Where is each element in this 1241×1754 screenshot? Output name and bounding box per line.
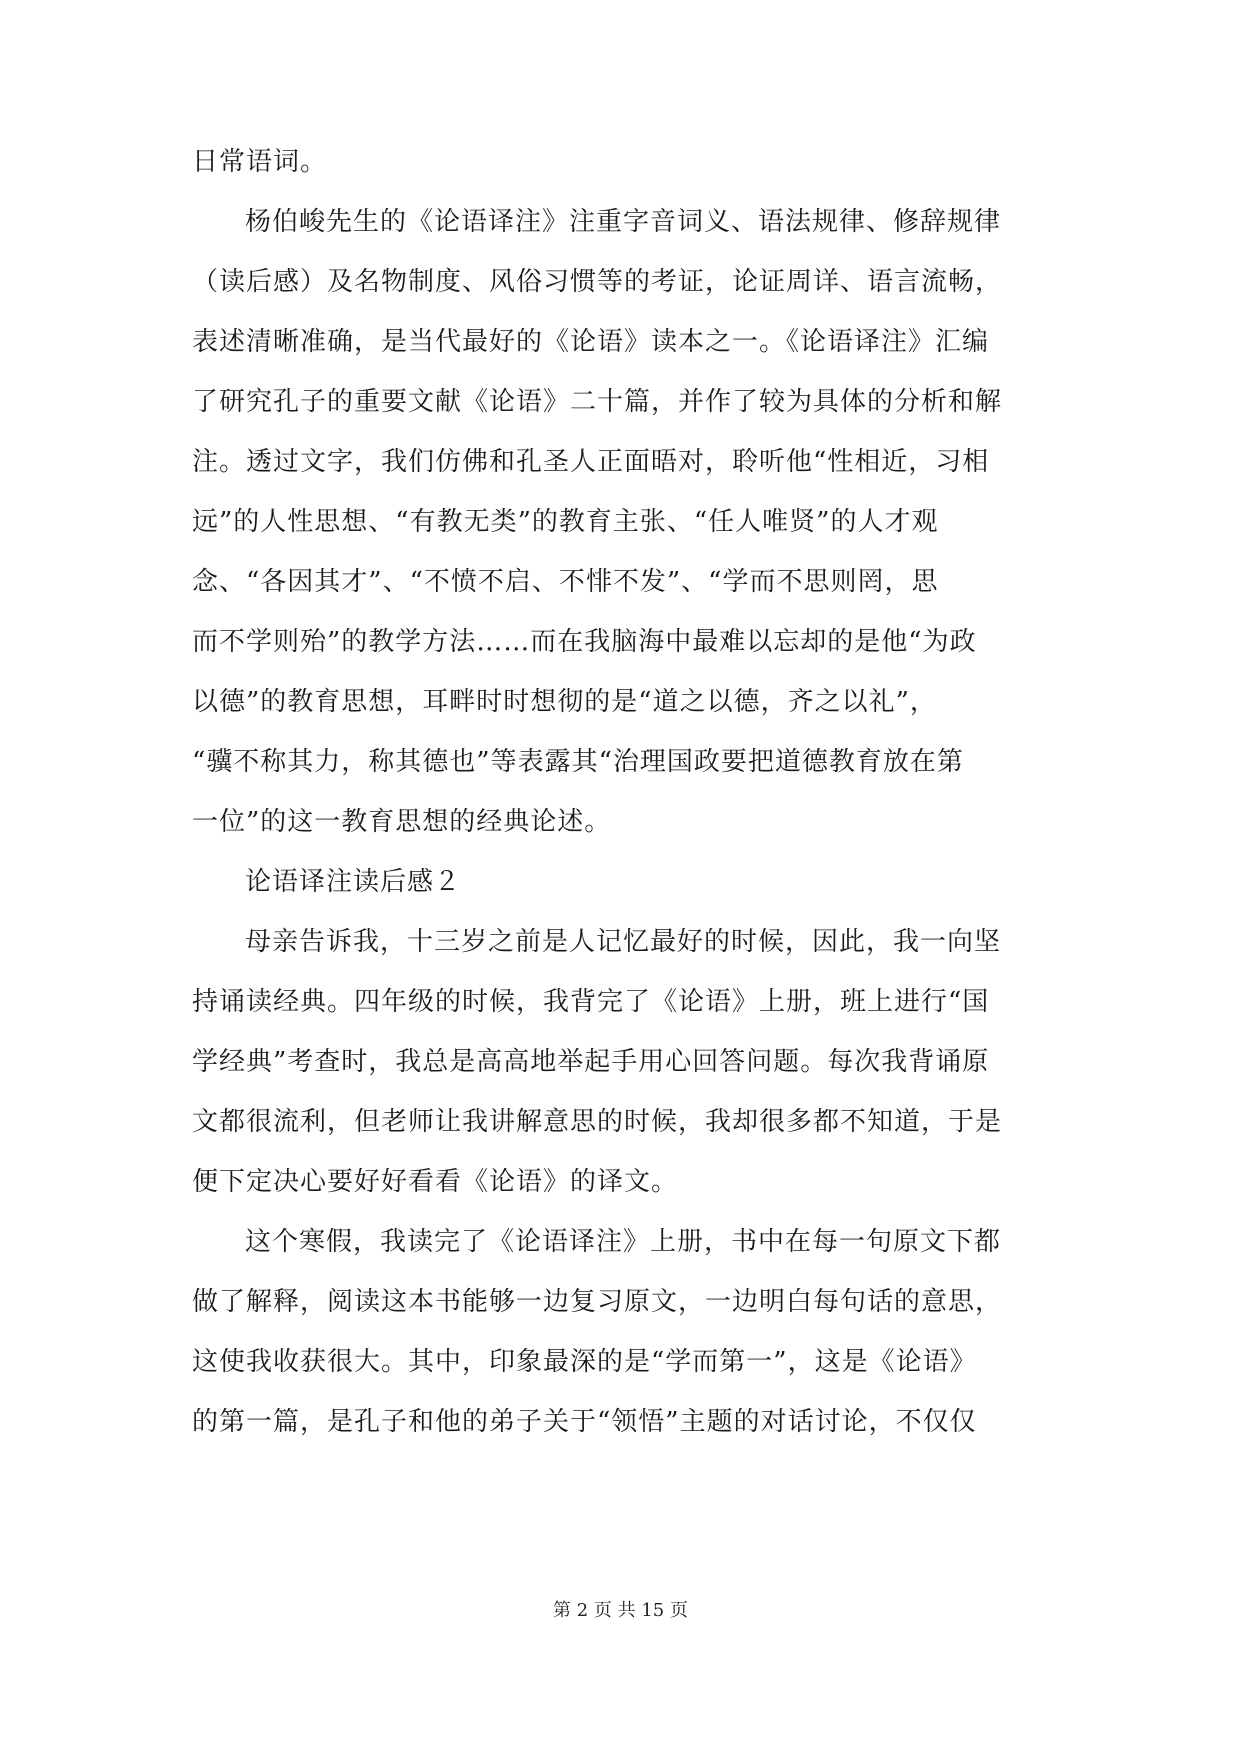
text-line: “骥不称其力，称其德也”等表露其“治理国政要把道德教育放在第 — [192, 747, 964, 777]
text-line: 以德”的教育思想，耳畔时时想彻的是“道之以德，齐之以礼”， — [192, 687, 937, 717]
text-line: 学经典”考查时，我总是高高地举起手用心回答问题。每次我背诵原 — [192, 1047, 990, 1077]
text-line: 注。透过文字，我们仿佛和孔圣人正面晤对，聆听他“性相近，习相 — [192, 447, 990, 477]
text-line: （读后感）及名物制度、风俗习惯等的考证，论证周详、语言流畅， — [192, 267, 1003, 297]
text-line: 日常语词。 — [192, 147, 328, 177]
text-line: 念、“各因其才”、“不愤不启、不悱不发”、“学而不思则罔，思 — [192, 567, 939, 597]
text-line: 的第一篇，是孔子和他的弟子关于“领悟”主题的对话讨论，不仅仅 — [192, 1407, 977, 1437]
paragraph-start-line: 母亲告诉我，十三岁之前是人记忆最好的时候，因此，我一向坚 — [245, 927, 1002, 957]
page-number-footer: 第 2 页 共 15 页 — [553, 1600, 688, 1621]
section-heading: 论语译注读后感２ — [245, 867, 462, 897]
text-line: 持诵读经典。四年级的时候，我背完了《论语》上册，班上进行“国 — [192, 987, 990, 1017]
paragraph-start-line: 杨伯峻先生的《论语译注》注重字音词义、语法规律、修辞规律 — [245, 207, 1002, 237]
text-line: 表述清晰准确，是当代最好的《论语》读本之一。《论语译注》汇编 — [192, 327, 990, 357]
text-line: 了研究孔子的重要文献《论语》二十篇，并作了较为具体的分析和解 — [192, 387, 1003, 417]
text-line: 文都很流利，但老师让我讲解意思的时候，我却很多都不知道，于是 — [192, 1107, 1003, 1137]
text-line: 做了解释，阅读这本书能够一边复习原文，一边明白每句话的意思， — [192, 1287, 1003, 1317]
text-line: 一位”的这一教育思想的经典论述。 — [192, 807, 612, 837]
text-line: 便下定决心要好好看看《论语》的译文。 — [192, 1167, 679, 1197]
text-line: 这使我收获很大。其中，印象最深的是“学而第一”，这是《论语》 — [192, 1347, 977, 1377]
paragraph-start-line: 这个寒假，我读完了《论语译注》上册，书中在每一句原文下都 — [245, 1227, 1002, 1257]
text-line: 远”的人性思想、“有教无类”的教育主张、“任人唯贤”的人才观 — [192, 507, 939, 537]
text-line: 而不学则殆”的教学方法……而在我脑海中最难以忘却的是他“为政 — [192, 627, 977, 657]
